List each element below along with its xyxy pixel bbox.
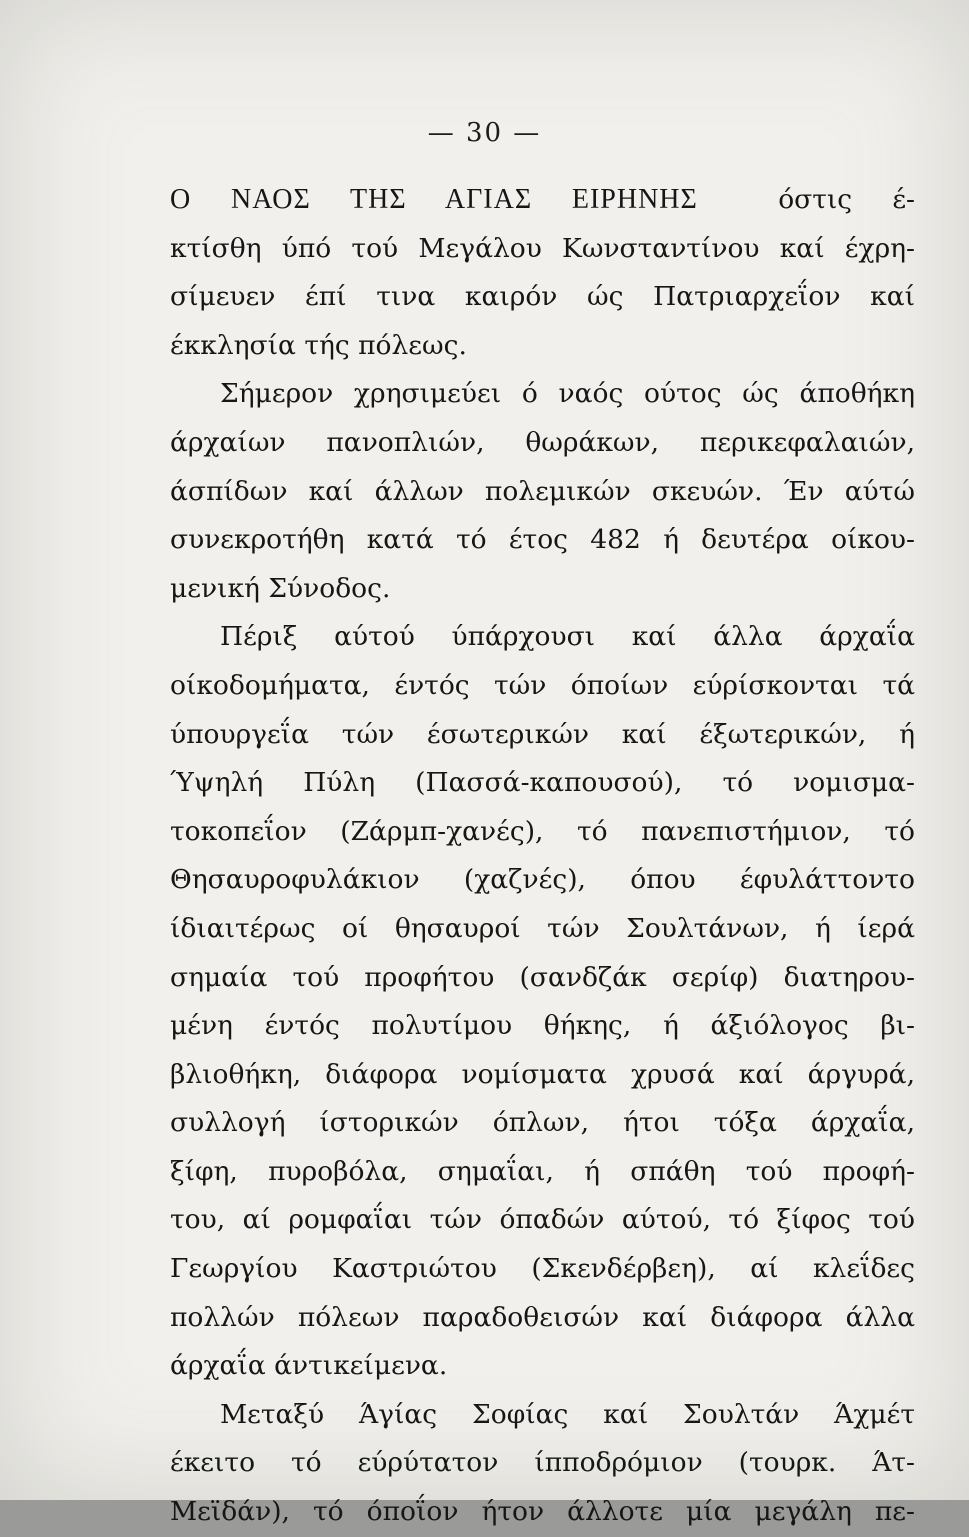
text-line: βλιοθήκη, διάφορα νομίσματα χρυσά καί άργυρά, — [170, 1058, 915, 1090]
text-line: ύπουργεΐα τών έσωτερικών καί έξωτερικών, ή — [170, 718, 915, 750]
text-line: τοκοπεΐον (Ζάρμπ-χανές), τό πανεπιστήμιον, τό — [170, 815, 915, 847]
text-line: Γεωργίου Καστριώτου (Σκενδέρβεη), αί κλεΐδες — [170, 1253, 915, 1285]
text-line: έκκλησία τής πόλεως. — [170, 329, 467, 361]
text-line: άρχαίων πανοπλιών, θωράκων, περικεφαλαιών, — [170, 426, 915, 458]
text-line — [170, 176, 915, 225]
text-line: μένη έντός πολυτίμου θήκης, ή άξιόλογος βι- — [170, 1010, 915, 1042]
text-line: πολλών πόλεων παραδοθεισών καί διάφορα άλλα — [170, 1301, 915, 1333]
text-line: Μεταξύ Άγίας Σοφίας καί Σουλτάν Άχμέτ — [220, 1398, 915, 1430]
text-line: ξίφη, πυροβόλα, σημαΐαι, ή σπάθη τού προφή- — [170, 1155, 915, 1187]
text-line: συνεκροτήθη κατά τό έτος 482 ή δευτέρα οίκου- — [170, 524, 915, 556]
text-line: Μεϊδάν), τό όποΐον ήτον άλλοτε μία μεγάλη πε- — [170, 1496, 915, 1528]
text-line-content: όστις έ- — [778, 184, 916, 215]
text-line: ίδιαιτέρως οί θησαυροί τών Σουλτάνων, ή ίερά — [170, 912, 915, 944]
text-line: Σήμερον χρησιμεύει ό ναός ούτος ώς άποθήκη — [220, 378, 915, 410]
text-line: άρχαΐα άντικείμενα. — [170, 1350, 448, 1382]
text-line: Θησαυροφυλάκιον (χαζνές), όπου έφυλάττοντο — [170, 864, 915, 896]
text-line: του, αί ρομφαΐαι τών όπαδών αύτού, τό ξίφος τού — [170, 1204, 915, 1236]
text-line: Ύψηλή Πύλη (Πασσά-καπουσού), τό νομισμα- — [170, 767, 915, 799]
text-line: μενική Σύνοδος. — [170, 572, 391, 604]
page-number: — 30 — — [427, 118, 542, 148]
text-line: σίμευεν έπί τινα καιρόν ώς Πατριαρχεΐον καί — [170, 281, 915, 313]
section-heading: Ο ΝΑΟΣ ΤΗΣ ΑΓΙΑΣ ΕΙΡΗΝΗΣ — [170, 184, 698, 215]
text-line: έκειτο τό εύρύτατον ίπποδρόμιον (τουρκ. Άτ- — [170, 1447, 915, 1479]
text-line: συλλογή ίστορικών όπλων, ήτοι τόξα άρχαΐα, — [170, 1107, 915, 1139]
text-line: οίκοδομήματα, έντός τών όποίων εύρίσκονται τά — [170, 669, 915, 701]
text-line: κτίσθη ύπό τού Μεγάλου Κωνσταντίνου καί έχρη- — [170, 232, 915, 264]
text-line: Πέριξ αύτού ύπάρχουσι καί άλλα άρχαΐα — [220, 621, 915, 653]
body-text — [170, 176, 915, 1537]
text-line: σημαία τού προφήτου (σανδζάκ σερίφ) διατηρου- — [170, 961, 915, 993]
text-line: άσπίδων καί άλλων πολεμικών σκευών. Έν αύτώ — [170, 475, 915, 507]
